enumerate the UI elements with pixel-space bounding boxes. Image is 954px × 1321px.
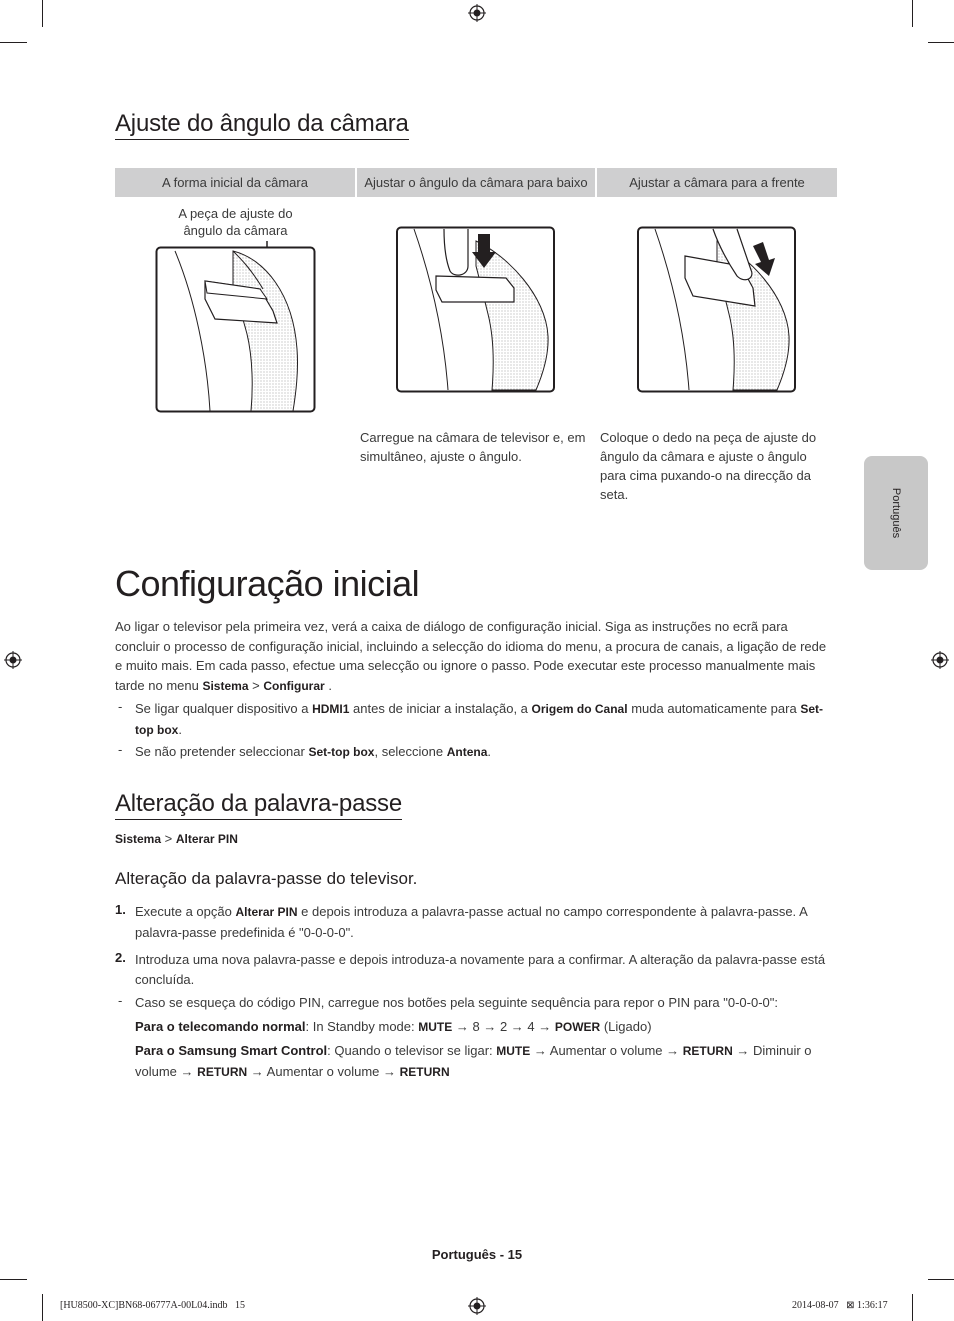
smart-control-sequence	[135, 1041, 831, 1082]
smart-label: Para o Samsung Smart Control	[135, 1043, 328, 1058]
crop-mark	[912, 1294, 913, 1321]
page-number: Português - 15	[431, 1247, 523, 1262]
table-header-initial: A forma inicial da câmara	[115, 168, 355, 197]
camera-initial-illustration	[155, 239, 317, 415]
bullet-antena	[135, 742, 831, 763]
remote-text: (Ligado)	[603, 1019, 652, 1034]
subsection-title: Alteração da palavra-passe do televisor.	[115, 869, 418, 888]
table-header-down: Ajustar o ângulo da câmara para baixo	[357, 168, 595, 197]
bullet-hdmi1: HDMI1	[312, 702, 350, 716]
initial-setup-paragraph	[115, 617, 831, 696]
remote-text: → 8 → 2 → 4 →	[455, 1019, 552, 1034]
smart-text: → Aumentar o volume →	[250, 1063, 397, 1079]
bullet-dash: -	[118, 699, 123, 714]
step-alterar-pin: Alterar PIN	[235, 905, 298, 919]
breadcrumb-alterar-pin: Alterar PIN	[175, 832, 238, 846]
caption-adjust-forward: Coloque o dedo na peça de ajuste do ângulo da câmara e ajuste o ângulo para cima puxando-o na direcção da seta.	[600, 430, 817, 502]
crop-mark	[42, 0, 43, 27]
footer-file: [HU8500-XC]BN68-06777A-00L04.indb 15	[60, 1300, 245, 1311]
crop-mark	[928, 1279, 954, 1280]
bullet-dash: -	[118, 993, 123, 1008]
bullet-channel-source: Origem do Canal	[531, 702, 628, 716]
step-text: Execute a opção	[135, 904, 232, 919]
key-return: RETURN	[399, 1064, 450, 1079]
caption-adjust-down: Carregue na câmara de televisor e, em simultâneo, ajuste o ângulo.	[360, 430, 586, 464]
footer-date: 2014-08-07 ⊠ 1:36:17	[792, 1300, 888, 1311]
registration-mark-icon	[468, 1297, 486, 1315]
remote-text: : In Standby mode:	[305, 1019, 415, 1034]
key-mute: MUTE	[496, 1044, 531, 1058]
language-side-tab	[864, 456, 928, 570]
registration-mark-icon	[468, 4, 486, 22]
menu-period: .	[328, 677, 332, 693]
section-title-initial-setup: Configuração inicial	[115, 563, 420, 604]
bullet-period: .	[487, 744, 492, 759]
bullet-set-top-box: Set-top box	[135, 702, 823, 737]
step-number: 1.	[115, 902, 126, 917]
step-number: 2.	[115, 950, 126, 965]
remote-sequence	[135, 1017, 831, 1038]
bullet-text: antes de iniciar a instalação, a	[353, 701, 528, 716]
table-header-forward: Ajustar a câmara para a frente	[597, 168, 837, 197]
bullet-dash: -	[118, 742, 123, 757]
key-power: POWER	[554, 1020, 601, 1034]
breadcrumb-separator: >	[164, 831, 173, 846]
smart-text: : Quando o televisor se ligar:	[327, 1043, 493, 1058]
pin-reset-note: Caso se esqueça do código PIN, carregue nos botões pela seguinte sequência para repor o PIN para "0-0-0-0":	[135, 995, 779, 1010]
bullet-set-top-box: Set-top box	[308, 745, 375, 759]
bullet-hdmi	[135, 699, 831, 740]
crop-mark	[0, 1279, 27, 1280]
camera-forward-illustration	[637, 226, 797, 394]
illustration-callout: A peça de ajuste do ângulo da câmara	[178, 206, 293, 238]
bullet-text: , seleccione	[374, 744, 444, 759]
step-1	[135, 902, 831, 942]
crop-mark	[928, 42, 954, 43]
breadcrumb	[115, 829, 238, 850]
remote-label: Para o telecomando normal	[135, 1019, 306, 1034]
paragraph-text: Ao ligar o televisor pela primeira vez, verá a caixa de diálogo de configuração inicial. Siga as instruções no ecrã para concluir o processo de configuração inicial, incluindo a selecção do idioma do menu, a procura de canais, a ligação de rede e muito mais. Em cada passo, efectue uma selecção ou ignore o passo. Pode executar este processo manualmente mais tarde no menu	[115, 619, 827, 693]
bullet-text: Se não pretender seleccionar	[135, 744, 305, 759]
step-2: Introduza uma nova palavra-passe e depois introduza-a novamente para a confirmar. A alteração da palavra-passe está concluída.	[135, 952, 826, 987]
registration-mark-icon	[931, 651, 949, 669]
section-title-camera-angle: Ajuste do ângulo da câmara	[115, 110, 409, 140]
bullet-text: Se ligar qualquer dispositivo a	[135, 701, 309, 716]
menu-sistema: Sistema	[202, 678, 249, 693]
smart-text: → Aumentar o volume →	[533, 1043, 680, 1058]
key-return: RETURN	[682, 1044, 733, 1058]
crop-mark	[42, 1294, 43, 1321]
registration-mark-icon	[4, 651, 22, 669]
section-title-password: Alteração da palavra-passe	[115, 790, 402, 820]
camera-down-illustration	[396, 226, 556, 394]
crop-mark	[0, 42, 27, 43]
crop-mark	[912, 0, 913, 27]
step-text: e depois introduza a palavra-passe actual no campo correspondente à palavra-passe. A palavra-passe predefinida é "0-0-0-0".	[135, 904, 808, 940]
menu-configurar: Configurar	[263, 678, 325, 693]
key-mute: MUTE	[418, 1020, 453, 1034]
key-return: RETURN	[197, 1064, 248, 1079]
menu-separator: >	[252, 677, 260, 693]
breadcrumb-sistema: Sistema	[115, 832, 162, 846]
side-tab-label: Português	[890, 487, 902, 539]
smart-text: → Diminuir o volume →	[135, 1043, 812, 1079]
bullet-text: muda automaticamente para	[631, 701, 797, 716]
bullet-antena-label: Antena	[446, 745, 488, 759]
bullet-period: .	[178, 721, 182, 737]
